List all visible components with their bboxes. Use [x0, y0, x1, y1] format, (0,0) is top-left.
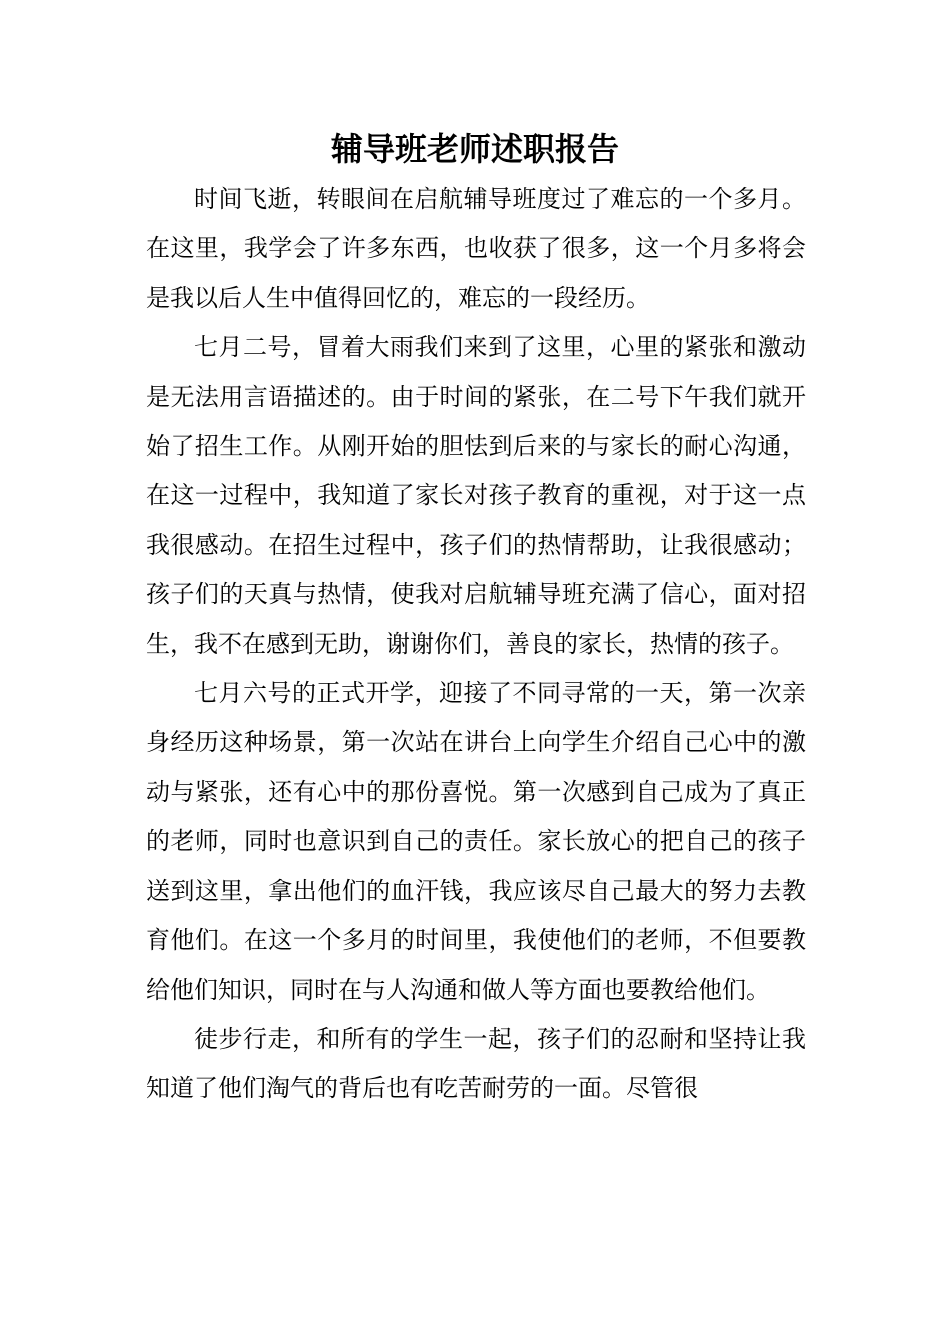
paragraph-1: 时间飞逝，转眼间在启航辅导班度过了难忘的一个多月。在这里，我学会了许多东西，也收获了很多，这一个月多将会是我以后人生中值得回忆的，难忘的一段经历。 [146, 185, 806, 312]
paragraph-4: 徒步行走，和所有的学生一起，孩子们的忍耐和坚持让我知道了他们淘气的背后也有吃苦耐劳的一面。尽管很 [146, 1024, 806, 1103]
paragraph-2: 七月二号，冒着大雨我们来到了这里，心里的紧张和激动是无法用言语描述的。由于时间的紧张，在二号下午我们就开始了招生工作。从刚开始的胆怯到后来的与家长的耐心沟通，在这一过程中，我知道了家长对孩子教育的重视，对于这一点我很感动。在招生过程中，孩子们的热情帮助，让我很感动；孩子们的天真与热情，使我对启航辅导班充满了信心，面对招生，我不在感到无助，谢谢你们，善良的家长，热情的孩子。 [146, 333, 806, 658]
document-title: 辅导班老师述职报告 [330, 130, 619, 168]
document-body [146, 175, 806, 1114]
paragraph-3: 七月六号的正式开学，迎接了不同寻常的一天，第一次亲身经历这种场景，第一次站在讲台上向学生介绍自己心中的激动与紧张，还有心中的那份喜悦。第一次感到自己成为了真正的老师，同时也意识到自己的责任。家长放心的把自己的孩子送到这里，拿出他们的血汗钱，我应该尽自己最大的努力去教育他们。在这一个多月的时间里，我使他们的老师，不但要教给他们知识，同时在与人沟通和做人等方面也要教给他们。 [146, 679, 806, 1004]
